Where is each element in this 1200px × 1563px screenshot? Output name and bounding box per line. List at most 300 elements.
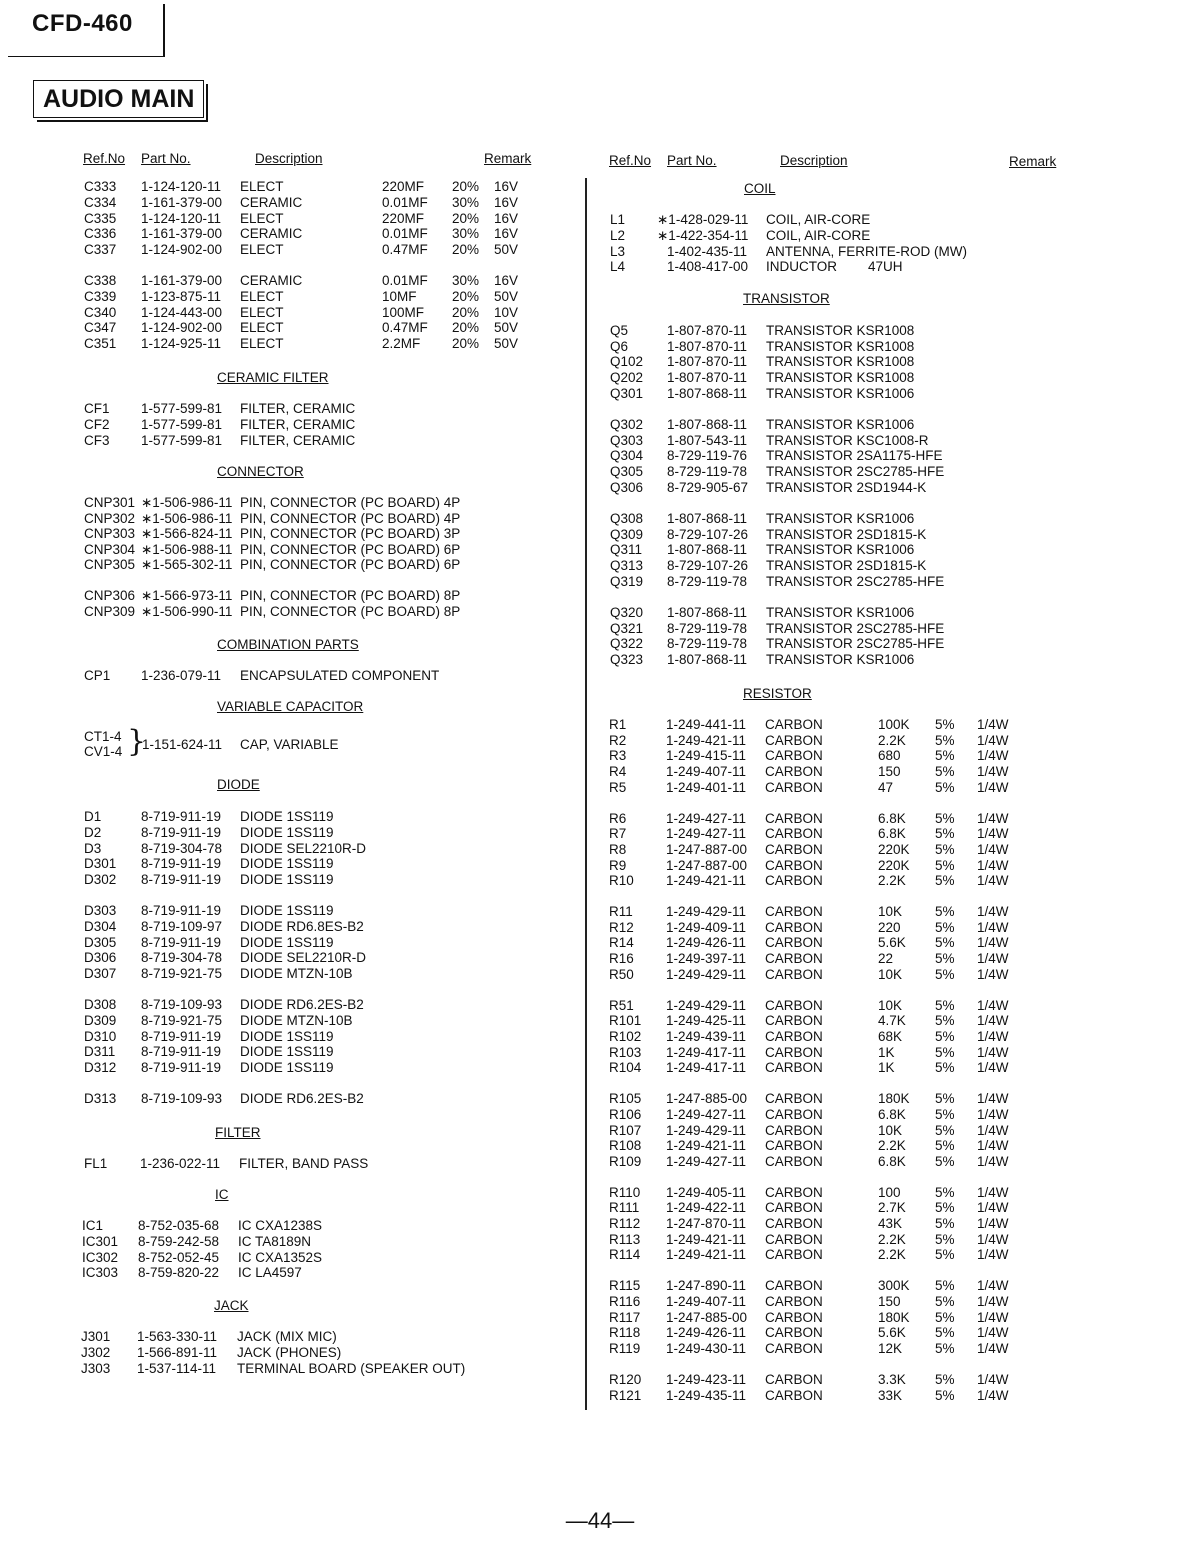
ref-no-cell: D308 (84, 997, 117, 1012)
ref-no-cell: R14 (609, 935, 634, 951)
tolerance-cell: 20% (452, 242, 480, 258)
value-cell: 0.47MF (382, 242, 428, 258)
ref-no-cell: R114 (609, 1247, 641, 1263)
ref-no-cell: R107 (609, 1122, 642, 1138)
rating-cell: 50V (494, 336, 519, 352)
description-cell: CARBON (765, 1371, 823, 1387)
part-no-cell: 1-124-443-00 (141, 304, 223, 320)
value-cell: 47UH (868, 259, 903, 275)
part-no-cell: 1-124-120-11 (141, 210, 222, 226)
rating-cell: 16V (494, 273, 519, 288)
category-transistor: TRANSISTOR (743, 291, 830, 306)
ref-no-cell: Q301 (610, 385, 644, 401)
ref-no-cell: L2 (610, 227, 626, 243)
value-cell: 0.47MF (382, 320, 428, 336)
value-cell: 220K (878, 857, 910, 873)
value-cell: 5.6K (878, 935, 906, 951)
part-no-cell: 1-807-868-11 (667, 511, 748, 526)
remark-header: Remark (484, 151, 532, 166)
part-no-cell: ∗1-565-302-11 (141, 557, 233, 573)
ref-no-cell: C336 (84, 226, 117, 242)
ref-no-cell: D310 (84, 1028, 117, 1044)
tolerance-cell: 5% (935, 966, 955, 982)
value-cell: 220K (878, 841, 910, 857)
description-cell: TRANSISTOR KSR1006 (766, 417, 915, 432)
description-cell: CARBON (765, 997, 823, 1013)
value-cell: 47 (878, 779, 894, 795)
description-cell: PIN, CONNECTOR (PC BOARD) 3P (240, 526, 461, 542)
description-cell: IC CXA1352S (238, 1249, 323, 1265)
part-no-cell: 1-249-401-11 (666, 779, 747, 795)
ref-header: Ref.No (609, 153, 652, 168)
description-cell: CARBON (765, 1028, 823, 1044)
tolerance-cell: 5% (935, 1325, 955, 1341)
part-no-cell: 8-719-911-19 (141, 1044, 222, 1060)
description-cell: IC TA8189N (238, 1233, 312, 1249)
rating-cell: 1/4W (977, 826, 1009, 842)
description-cell: ELECT (240, 210, 284, 226)
tolerance-cell: 5% (935, 1184, 955, 1200)
part-no-cell: 8-719-911-19 (141, 872, 222, 888)
part-no-cell: 8-729-119-78 (667, 636, 748, 652)
description-header: Description (780, 153, 848, 168)
part-no-cell: 1-807-870-11 (667, 338, 748, 354)
part-no-cell: 1-151-624-11 (142, 737, 223, 752)
header-rule-horizontal (8, 56, 165, 57)
rating-cell: 1/4W (977, 1044, 1009, 1060)
description-cell: CARBON (765, 1200, 823, 1216)
part-no-cell: 1-249-427-11 (666, 810, 747, 826)
part-no-cell: ∗1-422-354-11 (657, 227, 749, 243)
part-no-cell: 8-729-107-26 (667, 558, 749, 574)
part-no-cell: 8-719-304-78 (141, 950, 223, 966)
part-header: Part No. (667, 153, 717, 168)
part-no-cell: 1-249-405-11 (666, 1184, 747, 1200)
description-cell: TRANSISTOR KSR1006 (766, 542, 915, 558)
value-cell: 0.01MF (382, 194, 428, 210)
part-no-cell: 1-807-870-11 (667, 354, 748, 370)
part-no-cell: 1-247-885-00 (666, 1309, 748, 1325)
rating-cell: 1/4W (977, 857, 1009, 873)
category-ic: IC (215, 1187, 229, 1202)
value-cell: 150 (878, 1293, 901, 1309)
part-no-cell: 1-161-379-00 (141, 194, 223, 210)
description-cell: TRANSISTOR 2SC2785-HFE (766, 573, 945, 589)
value-cell: 2.2K (878, 1247, 906, 1263)
rating-cell: 1/4W (977, 1106, 1009, 1122)
value-cell: 2.7K (878, 1200, 906, 1216)
ref-no-cell: R104 (609, 1060, 642, 1076)
ref-no-cell: R11 (609, 904, 633, 920)
description-cell: CARBON (765, 717, 823, 732)
value-cell: 22 (878, 951, 894, 967)
ref-no-cell: Q202 (610, 370, 644, 386)
value-cell: 150 (878, 763, 901, 779)
part-no-cell: ∗1-428-029-11 (657, 212, 749, 227)
rating-cell: 1/4W (977, 1060, 1009, 1076)
ref-no-cell: Q309 (610, 526, 644, 542)
part-no-cell: 1-249-409-11 (666, 919, 747, 935)
ref-no-cell: R113 (609, 1231, 641, 1247)
part-no-cell: 8-729-119-78 (667, 573, 748, 589)
part-no-cell: 1-563-330-11 (137, 1329, 218, 1344)
part-no-cell: 1-249-426-11 (666, 935, 747, 951)
part-no-cell: 1-408-417-00 (667, 259, 749, 275)
value-cell: 10MF (382, 288, 417, 304)
description-cell: CARBON (765, 1340, 823, 1356)
tolerance-cell: 5% (935, 1153, 955, 1169)
ref-no-cell: C333 (84, 179, 117, 194)
rating-cell: 1/4W (977, 1293, 1009, 1309)
part-no-cell: 8-719-911-19 (141, 856, 222, 872)
ref-no-cell: C334 (84, 194, 117, 210)
part-no-cell: 1-236-079-11 (141, 668, 222, 683)
tolerance-cell: 5% (935, 1060, 955, 1076)
rating-cell: 1/4W (977, 935, 1009, 951)
description-cell: DIODE 1SS119 (240, 1044, 334, 1060)
part-no-cell: 1-161-379-00 (141, 273, 223, 288)
description-cell: JACK (PHONES) (237, 1344, 342, 1360)
description-cell: DIODE RD6.8ES-B2 (240, 918, 364, 934)
description-cell: TRANSISTOR KSR1006 (766, 511, 915, 526)
ref-no-cell: Q323 (610, 652, 644, 668)
value-cell: 1K (878, 1060, 895, 1076)
description-cell: TRANSISTOR 2SD1815-K (766, 526, 927, 542)
tolerance-cell: 20% (452, 288, 480, 304)
rating-cell: 1/4W (977, 1028, 1009, 1044)
part-no-cell: 8-759-820-22 (138, 1265, 220, 1281)
part-no-cell: 1-249-429-11 (666, 966, 747, 982)
tolerance-cell: 20% (452, 320, 480, 336)
tolerance-cell: 5% (935, 732, 955, 748)
ref-no-cell: FL1 (84, 1156, 108, 1171)
part-no-cell: 8-719-911-19 (141, 903, 222, 918)
ref-no-cell: J301 (81, 1329, 111, 1344)
description-cell: DIODE RD6.2ES-B2 (240, 997, 364, 1012)
ref-no-cell: R10 (609, 873, 634, 889)
part-no-cell: 8-759-242-58 (138, 1233, 220, 1249)
description-cell: CARBON (765, 763, 823, 779)
rating-cell: 1/4W (977, 1184, 1009, 1200)
value-cell: 220 (878, 919, 901, 935)
description-cell: DIODE MTZN-10B (240, 1012, 353, 1028)
rating-cell: 1/4W (977, 810, 1009, 826)
value-cell: 300K (878, 1278, 910, 1294)
tolerance-cell: 5% (935, 1028, 955, 1044)
ref-no-cell: C338 (84, 273, 117, 288)
remark-header: Remark (1009, 154, 1057, 169)
ref-no-cell: D311 (84, 1044, 116, 1060)
part-no-cell: 1-124-902-00 (141, 320, 223, 336)
part-no-cell: 1-249-429-11 (666, 1122, 747, 1138)
ref-no-cell: IC303 (82, 1265, 119, 1281)
rating-cell: 1/4W (977, 1387, 1009, 1403)
ref-no-cell: Q302 (610, 417, 644, 432)
description-cell: CARBON (765, 951, 823, 967)
description-cell: CARBON (765, 1044, 823, 1060)
ref-no-cell: D2 (84, 824, 102, 840)
rating-cell: 16V (494, 210, 519, 226)
description-cell: DIODE 1SS119 (240, 872, 334, 888)
rating-cell: 1/4W (977, 997, 1009, 1013)
description-cell: TRANSISTOR 2SC2785-HFE (766, 620, 945, 636)
tolerance-cell: 20% (452, 336, 480, 352)
description-cell: CARBON (765, 1013, 823, 1029)
rating-cell: 1/4W (977, 763, 1009, 779)
description-cell: PIN, CONNECTOR (PC BOARD) 6P (240, 557, 461, 573)
description-cell: CARBON (765, 1060, 823, 1076)
part-no-cell: ∗1-566-824-11 (141, 526, 233, 542)
value-cell: 33K (878, 1387, 903, 1403)
part-no-cell: 1-807-543-11 (667, 432, 748, 448)
rating-cell: 1/4W (977, 1138, 1009, 1154)
description-cell: CARBON (765, 1138, 823, 1154)
part-no-cell: 1-249-415-11 (666, 748, 747, 764)
part-no-cell: 1-247-890-11 (666, 1278, 747, 1294)
tolerance-cell: 20% (452, 179, 480, 194)
part-no-cell: 8-719-109-93 (141, 997, 223, 1012)
description-cell: DIODE 1SS119 (240, 809, 334, 824)
ref-no-cell: R50 (609, 966, 634, 982)
part-no-cell: 1-249-427-11 (666, 1106, 747, 1122)
tolerance-cell: 5% (935, 1293, 955, 1309)
ref-no-cell: CNP302 (84, 510, 136, 526)
ref-no-cell: IC301 (82, 1233, 119, 1249)
ref-no-cell: CNP304 (84, 541, 136, 557)
ref-no-cell: R1 (609, 717, 627, 732)
value-cell: 680 (878, 748, 901, 764)
part-no-cell: ∗1-566-973-11 (141, 588, 233, 603)
ref-no-cell: R111 (609, 1200, 640, 1216)
tolerance-cell: 5% (935, 1278, 955, 1294)
rating-cell: 1/4W (977, 717, 1009, 732)
tolerance-cell: 5% (935, 841, 955, 857)
description-cell: PIN, CONNECTOR (PC BOARD) 6P (240, 541, 461, 557)
ref-no-cell: CP1 (84, 668, 111, 683)
part-header: Part No. (141, 151, 191, 166)
ref-no-cell: C335 (84, 210, 117, 226)
tolerance-cell: 5% (935, 1091, 955, 1107)
page-number: —44— (565, 1508, 635, 1533)
ref-no-cell: D307 (84, 966, 117, 982)
part-no-cell: ∗1-506-986-11 (141, 510, 233, 526)
ref-no-cell: R105 (609, 1091, 642, 1107)
value-cell: 43K (878, 1216, 903, 1232)
category-jack: JACK (214, 1298, 249, 1313)
part-no-cell: ∗1-506-986-11 (141, 495, 233, 510)
part-no-cell: 1-249-397-11 (666, 951, 747, 967)
category-resistor: RESISTOR (743, 686, 812, 701)
description-cell: CARBON (765, 748, 823, 764)
category-variable-capacitor: VARIABLE CAPACITOR (217, 699, 364, 714)
section-title: AUDIO MAIN (33, 80, 204, 118)
ref-no-cell: R115 (609, 1278, 641, 1294)
part-no-cell: 1-124-902-00 (141, 242, 223, 258)
description-cell: ELECT (240, 288, 284, 304)
rating-cell: 1/4W (977, 1153, 1009, 1169)
ref-no-cell: R101 (609, 1013, 642, 1029)
description-cell: CARBON (765, 919, 823, 935)
part-no-cell: 1-577-599-81 (141, 432, 223, 448)
description-cell: TRANSISTOR 2SD1944-K (766, 479, 927, 495)
tolerance-cell: 5% (935, 1013, 955, 1029)
ref-no-cell: R5 (609, 779, 627, 795)
rating-cell: 50V (494, 288, 519, 304)
description-cell: ANTENNA, FERRITE-ROD (MW) (766, 243, 967, 259)
description-cell: CARBON (765, 1247, 823, 1263)
rating-cell: 1/4W (977, 1013, 1009, 1029)
description-cell: JACK (MIX MIC) (237, 1329, 337, 1344)
ref-no-cell: R106 (609, 1106, 642, 1122)
part-no-cell: 8-729-119-78 (667, 620, 748, 636)
description-cell: IC CXA1238S (238, 1218, 323, 1233)
tolerance-cell: 20% (452, 304, 480, 320)
ref-no-cell: Q306 (610, 479, 644, 495)
part-no-cell: ∗1-506-988-11 (141, 541, 233, 557)
rating-cell: 1/4W (977, 1091, 1009, 1107)
part-no-cell: 1-249-426-11 (666, 1325, 747, 1341)
ref-no-cell: L1 (610, 212, 626, 227)
part-no-cell: 1-807-868-11 (667, 417, 748, 432)
part-no-cell: 8-719-109-93 (141, 1091, 223, 1106)
description-cell: CARBON (765, 1387, 823, 1403)
description-cell: DIODE 1SS119 (240, 934, 334, 950)
tolerance-cell: 30% (452, 194, 480, 210)
ref-no-cell: R112 (609, 1216, 641, 1232)
rating-cell: 1/4W (977, 1216, 1009, 1232)
description-cell: CARBON (765, 857, 823, 873)
tolerance-cell: 5% (935, 1231, 955, 1247)
description-cell: ELECT (240, 242, 284, 258)
ref-no-cell: D313 (84, 1091, 117, 1106)
ref-no-cell: D306 (84, 950, 117, 966)
category-ceramic-filter: CERAMIC FILTER (217, 370, 329, 385)
part-no-cell: 1-577-599-81 (141, 401, 223, 416)
tolerance-cell: 30% (452, 226, 480, 242)
part-no-cell: 1-247-885-00 (666, 1091, 748, 1107)
part-no-cell: 1-249-427-11 (666, 1153, 747, 1169)
ref-no-cell: D1 (84, 809, 102, 824)
value-cell: 6.8K (878, 826, 906, 842)
part-no-cell: 8-729-107-26 (667, 526, 749, 542)
tolerance-cell: 5% (935, 857, 955, 873)
part-no-cell: 1-249-427-11 (666, 826, 747, 842)
model-number: CFD-460 (32, 10, 133, 37)
description-cell: TRANSISTOR KSR1008 (766, 354, 915, 370)
ref-no-cell: CT1-4 (84, 729, 122, 744)
part-no-cell: 1-247-887-00 (666, 841, 748, 857)
description-cell: DIODE 1SS119 (240, 856, 334, 872)
value-cell: 10K (878, 904, 903, 920)
ref-no-cell: D301 (84, 856, 117, 872)
description-header: Description (255, 151, 323, 166)
description-cell: CARBON (765, 935, 823, 951)
part-no-cell: 1-249-429-11 (666, 904, 747, 920)
part-no-cell: 8-719-911-19 (141, 809, 222, 824)
part-no-cell: 8-719-911-19 (141, 934, 222, 950)
description-cell: DIODE SEL2210R-D (240, 950, 367, 966)
description-cell: TRANSISTOR KSR1006 (766, 385, 915, 401)
description-cell: CARBON (765, 873, 823, 889)
value-cell: 6.8K (878, 1153, 906, 1169)
tolerance-cell: 5% (935, 1371, 955, 1387)
description-cell: CERAMIC (240, 194, 303, 210)
description-cell: ELECT (240, 320, 284, 336)
part-no-cell: 1-249-421-11 (666, 873, 747, 889)
description-cell: CAP, VARIABLE (240, 737, 339, 752)
description-cell: FILTER, CERAMIC (240, 432, 356, 448)
description-cell: CARBON (765, 1184, 823, 1200)
rating-cell: 50V (494, 320, 519, 336)
part-no-cell: 8-719-911-19 (141, 1060, 222, 1076)
ref-no-cell: R8 (609, 841, 627, 857)
description-cell: FILTER, CERAMIC (240, 401, 356, 416)
description-cell: CARBON (765, 966, 823, 982)
value-cell: 100 (878, 1184, 901, 1200)
tolerance-cell: 5% (935, 763, 955, 779)
ref-no-cell: J302 (81, 1344, 111, 1360)
value-cell: 2.2K (878, 873, 906, 889)
description-cell: TRANSISTOR KSR1006 (766, 652, 915, 668)
value-cell: 10K (878, 1122, 903, 1138)
rating-cell: 1/4W (977, 873, 1009, 889)
value-cell: 68K (878, 1028, 903, 1044)
part-no-cell: 1-236-022-11 (140, 1156, 221, 1171)
ref-no-cell: R9 (609, 857, 627, 873)
value-cell: 100MF (382, 304, 425, 320)
rating-cell: 1/4W (977, 1309, 1009, 1325)
tolerance-cell: 5% (935, 1044, 955, 1060)
rating-cell: 16V (494, 179, 519, 194)
ref-no-cell: R121 (609, 1387, 642, 1403)
ref-no-cell: IC1 (82, 1218, 104, 1233)
category-connector: CONNECTOR (217, 464, 304, 479)
part-no-cell: 1-566-891-11 (137, 1344, 218, 1360)
ref-no-cell: R117 (609, 1309, 641, 1325)
ref-no-cell: R120 (609, 1371, 642, 1387)
tolerance-cell: 5% (935, 1122, 955, 1138)
ref-no-cell: Q5 (610, 323, 629, 338)
ref-no-cell: D304 (84, 918, 117, 934)
description-cell: TERMINAL BOARD (SPEAKER OUT) (237, 1360, 466, 1376)
part-no-cell: 1-807-868-11 (667, 542, 748, 558)
ref-no-cell: D303 (84, 903, 117, 918)
description-cell: DIODE MTZN-10B (240, 966, 353, 982)
part-no-cell: 1-807-868-11 (667, 605, 748, 620)
value-cell: 2.2K (878, 1231, 906, 1247)
rating-cell: 10V (494, 304, 519, 320)
ref-no-cell: R51 (609, 997, 634, 1013)
description-cell: CARBON (765, 1278, 823, 1294)
ref-no-cell: CNP309 (84, 603, 136, 619)
column-divider (585, 178, 587, 1410)
description-cell: DIODE 1SS119 (240, 824, 334, 840)
ref-no-cell: R6 (609, 810, 627, 826)
tolerance-cell: 5% (935, 1106, 955, 1122)
part-no-cell: 1-124-120-11 (141, 179, 222, 194)
description-cell: TRANSISTOR 2SC2785-HFE (766, 464, 945, 480)
description-cell: DIODE 1SS119 (240, 1060, 334, 1076)
value-cell: 220MF (382, 210, 425, 226)
description-cell: ENCAPSULATED COMPONENT (240, 668, 440, 683)
ref-no-cell: D312 (84, 1060, 117, 1076)
category-diode: DIODE (217, 777, 260, 792)
ref-no-cell: R110 (609, 1184, 641, 1200)
description-cell: CARBON (765, 904, 823, 920)
rating-cell: 1/4W (977, 1278, 1009, 1294)
description-cell: CARBON (765, 732, 823, 748)
description-cell: CARBON (765, 841, 823, 857)
